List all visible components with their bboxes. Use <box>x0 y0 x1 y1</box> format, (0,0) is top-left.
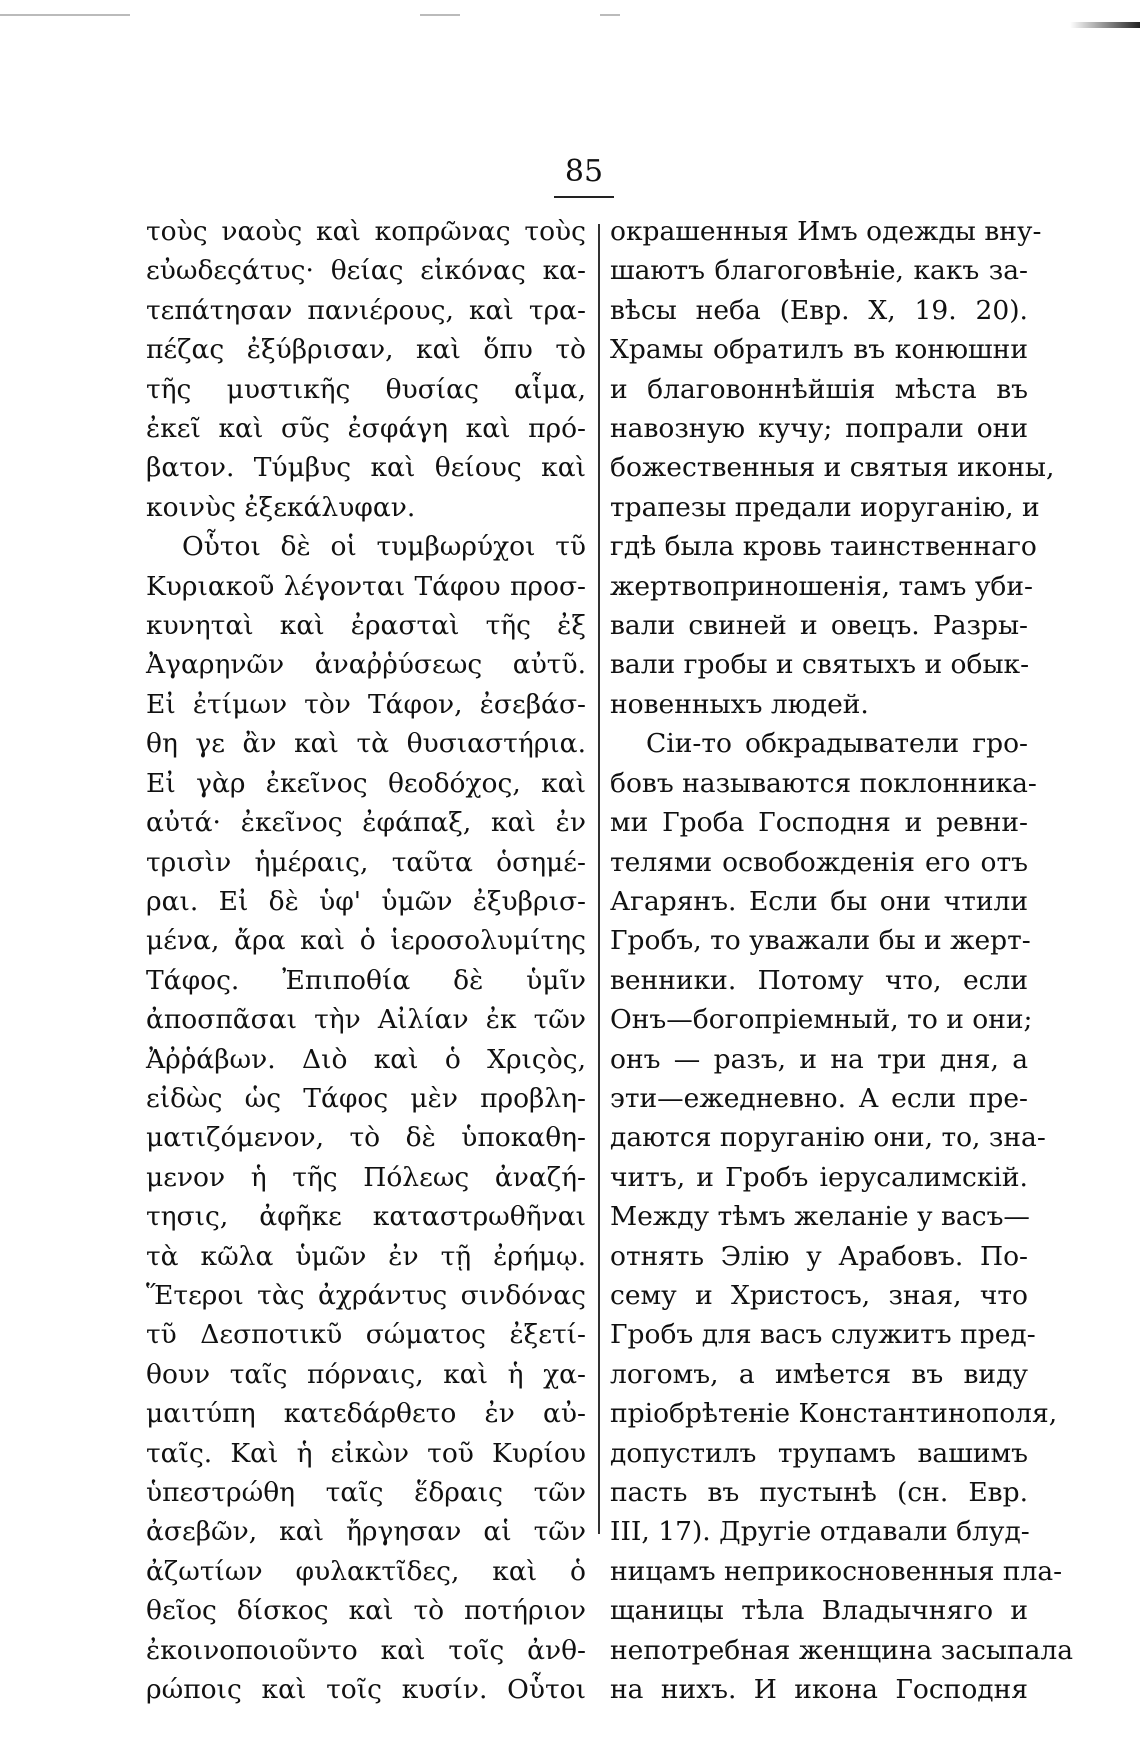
text-line: Τάφος. Ἐπιποθία δὲ ὑμῖν <box>146 964 586 996</box>
text-line: τοὺς ναοὺς καὶ κοπρῶνας τοὺς <box>146 216 586 247</box>
text-line: трапезы предали иоруганію, и <box>610 491 1040 523</box>
text-line: Ἀῤῥάβων. Διὸ καὶ ὁ Χριςὸς, <box>146 1043 586 1075</box>
text-line: вѣсы неба (Евр. X, 19. 20). <box>610 294 1028 326</box>
text-line: даются поруганію они, то, зна- <box>610 1122 1046 1154</box>
text-line: и благовоннѣйшія мѣста въ <box>610 373 1028 405</box>
text-line: πέζας ἐξύβρισαν, καὶ ὅπυ τὸ <box>146 334 586 366</box>
text-line: Агарянъ. Если бы они чтили <box>610 885 1028 917</box>
text-line: навозную кучу; попрали они <box>610 413 1028 445</box>
text-line: μενον ἡ τῆς Πόλεως ἀναζή- <box>146 1161 586 1193</box>
text-line: εὐωδεςάτυς· θείας εἰκόνας κα- <box>146 255 586 287</box>
text-line: Гробъ для васъ служитъ пред- <box>610 1319 1036 1351</box>
text-line: Храмы обратилъ въ конюшни <box>610 334 1028 366</box>
text-line: μένα, ἄρα καὶ ὁ ἱεροσολυμίτης <box>146 925 586 957</box>
text-line: Οὗτοι δὲ οἱ τυμβωρύχοι τῦ <box>182 531 586 563</box>
text-line: шаютъ благоговѣніе, какъ за- <box>610 255 1028 287</box>
text-line: пріобрѣтеніе Константинополя, <box>610 1398 1058 1430</box>
text-line: гдѣ была кровь таинственнаго <box>610 531 1037 563</box>
text-line: ὑπεστρώθη ταῖς ἕδραις τῶν <box>146 1477 586 1508</box>
text-line: ρώποις καὶ τοῖς κυσίν. Οὗτοι <box>146 1674 586 1706</box>
text-line: εἰδὼς ὡς Τάφος μὲν προβλη- <box>146 1082 586 1114</box>
text-line: Εἰ ἐτίμων τὸν Τάφον, ἐσεβάσ- <box>146 688 586 720</box>
text-line: Онъ—богопріемный, то и они; <box>610 1004 1033 1036</box>
text-line: κυνηταὶ καὶ ἐρασταὶ τῆς ἐξ <box>146 610 586 642</box>
text-line: III, 17). Другіе отдавали блуд- <box>610 1516 1030 1548</box>
text-line: θεῖος δίσκος καὶ τὸ ποτήριον <box>146 1595 586 1627</box>
text-line: ραι. Εἰ δὲ ὑφ' ὑμῶν ἐξυβρισ- <box>146 885 586 917</box>
text-line: Ἕτεροι τὰς ἀχράντυς σινδόνας <box>146 1279 586 1311</box>
text-line: τρισὶν ἡμέραις, ταῦτα ὁσημέ- <box>146 846 586 878</box>
text-line: телями освобожденія его отъ <box>610 846 1028 878</box>
text-line: τῆς μυστικῆς θυσίας αἷμα, <box>146 373 586 405</box>
text-line: ματιζόμενον, τὸ δὲ ὑποκαθη- <box>146 1122 586 1154</box>
text-line: ταῖς. Καὶ ἡ εἰκὼν τοῦ Κυρίου <box>146 1437 586 1469</box>
text-line: непотребная женщина засыпала <box>610 1634 1074 1666</box>
text-line: вали свиней и овецъ. Разры- <box>610 610 1028 642</box>
text-line: онъ — разъ, и на три дня, а <box>610 1043 1028 1075</box>
text-line: окрашенныя Имъ одежды вну- <box>610 216 1042 247</box>
text-line: κοινὺς ἐξεκάλυφαν. <box>146 491 416 523</box>
page-number: 85 <box>554 148 614 198</box>
text-line: щаницы тѣла Владычняго и <box>610 1595 1028 1627</box>
text-line: допустилъ трупамъ вашимъ <box>610 1437 1028 1469</box>
text-line: ницамъ неприкосновенныя пла- <box>610 1555 1063 1587</box>
text-line: сему и Христосъ, зная, что <box>610 1279 1028 1311</box>
text-line: μαιτύπη κατεδάρθετο ἐν αὐ- <box>146 1398 586 1430</box>
text-line: Сіи-то обкрадыватели гро- <box>646 728 1028 760</box>
text-line: эти—ежедневно. А если пре- <box>610 1082 1028 1114</box>
text-line: τὰ κῶλα ὑμῶν ἐν τῇ ἐρήμῳ. <box>146 1240 586 1272</box>
text-line: ἐκεῖ καὶ σῦς ἐσφάγη καὶ πρό- <box>146 413 586 445</box>
text-line: ἀποσπᾶσαι τὴν Αἰλίαν ἐκ τῶν <box>146 1004 586 1036</box>
text-line: пасть въ пустынѣ (сн. Евр. <box>610 1477 1028 1508</box>
text-line: божественныя и святыя иконы, <box>610 452 1055 484</box>
text-line: на нихъ. И икона Господня <box>610 1674 1028 1706</box>
greek-text-column <box>146 212 586 1706</box>
text-line: Гробъ, то уважали бы и жерт- <box>610 925 1031 957</box>
text-line: τησις, ἀφῆκε καταστρωθῆναι <box>146 1201 586 1233</box>
text-line: αὐτά· ἐκεῖνος ἐφάπαξ, καὶ ἐν <box>146 807 586 839</box>
text-line: θη γε ἂν καὶ τὰ θυσιαστήρια. <box>146 728 586 760</box>
text-line: бовъ называются поклонника- <box>610 767 1037 799</box>
text-line: ми Гроба Господня и ревни- <box>610 807 1028 839</box>
text-line: Κυριακοῦ λέγονται Τάφου προσ- <box>146 570 586 602</box>
text-line: новенныхъ людей. <box>610 688 869 720</box>
text-line: ἐκοινοποιοῦντο καὶ τοῖς ἀνθ- <box>146 1634 586 1666</box>
scan-artifact-mark <box>1070 22 1140 28</box>
text-line: отнять Элію у Арабовъ. По- <box>610 1240 1028 1272</box>
column-divider <box>598 224 600 1534</box>
text-line: логомъ, а имѣется въ виду <box>610 1358 1028 1390</box>
text-line: ἀσεβῶν, καὶ ἤργησαν αἱ τῶν <box>146 1516 586 1548</box>
scan-artifact-line <box>420 14 460 16</box>
text-line: читъ, и Гробъ іерусалимскій. <box>610 1161 1028 1193</box>
text-line: Ἀγαρηνῶν ἀναῤῥύσεως αὐτῦ. <box>146 649 586 681</box>
scan-artifact-line <box>0 14 130 16</box>
scan-artifact-line <box>600 14 620 16</box>
russian-text-column <box>610 212 1074 1706</box>
text-line: ἀζωτίων φυλακτῖδες, καὶ ὁ <box>146 1555 586 1587</box>
text-line: θουν ταῖς πόρναις, καὶ ἡ χα- <box>146 1358 586 1390</box>
text-line: жертвоприношенія, тамъ уби- <box>610 570 1034 602</box>
text-line: Между тѣмъ желаніе у васъ— <box>610 1201 1030 1233</box>
text-line: венники. Потому что, если <box>610 964 1028 996</box>
text-line: вали гробы и святыхъ и обык- <box>610 649 1030 681</box>
text-line: Εἰ γὰρ ἐκεῖνος θεοδόχος, καὶ <box>146 767 586 799</box>
text-line: βατον. Τύμβυς καὶ θείους καὶ <box>146 452 586 484</box>
text-line: τεπάτησαν πανιέρους, καὶ τρα- <box>146 294 586 326</box>
text-line: τῦ Δεσποτικῦ σώματος ἐξετί- <box>146 1319 586 1351</box>
